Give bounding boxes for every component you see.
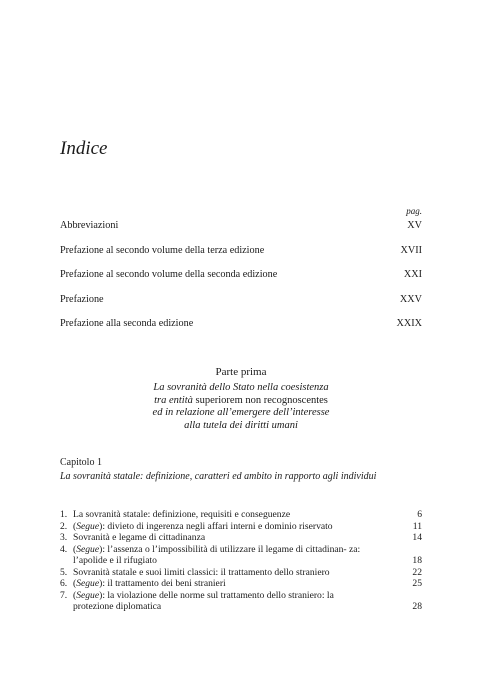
- section-number: 6.: [60, 578, 68, 589]
- front-matter-entry[interactable]: [60, 220, 422, 245]
- section-title: (Segue): l’assenza o l’impossibilità di utilizzare il legame di cittadinan- za: l’apolide e il rifugiato: [73, 543, 361, 566]
- section-page: 22: [412, 566, 422, 578]
- section-number: 4.: [60, 543, 68, 555]
- section-title: Sovranità statale e suoi limiti classici: il trattamento dello straniero: [73, 566, 330, 578]
- section-list: [60, 509, 422, 613]
- entry-label: Abbreviazioni: [60, 220, 119, 231]
- entry-page: XXV: [399, 293, 422, 305]
- part-subtitle: [60, 382, 422, 432]
- section-entry[interactable]: [60, 544, 422, 567]
- chapter-title: La sovranità statale: definizione, caratteri ed ambito in rapporto agli individui: [60, 471, 377, 482]
- part-title: Parte prima: [215, 366, 267, 378]
- section-number: 1.: [60, 509, 68, 520]
- section-page: 14: [412, 532, 422, 543]
- entry-label: Prefazione alla seconda edizione: [60, 318, 194, 329]
- section-title: La sovranità statale: definizione, requisiti e conseguenze: [73, 509, 291, 520]
- front-matter-entry[interactable]: [60, 269, 422, 294]
- part-subtitle-latin: superiorem non recognoscentes: [195, 394, 328, 406]
- section-entry[interactable]: [60, 578, 422, 590]
- section-entry[interactable]: [60, 521, 422, 533]
- section-title: (Segue): divieto di ingerenza negli affari interni e dominio riservato: [73, 520, 333, 532]
- entry-page: XXIX: [396, 318, 422, 329]
- part-subtitle-line: La sovranità dello Stato nella coesistenza: [153, 382, 329, 393]
- page-column-label: pag.: [406, 206, 422, 216]
- front-matter-entry[interactable]: [60, 318, 422, 343]
- entry-label: Prefazione: [60, 293, 104, 305]
- section-number: 7.: [60, 589, 68, 601]
- section-page: 18: [412, 555, 422, 566]
- section-entry[interactable]: [60, 567, 422, 579]
- section-page: 25: [412, 578, 422, 589]
- section-page: 6: [417, 509, 422, 520]
- page-title: Indice: [60, 138, 108, 159]
- entry-label: Prefazione al secondo volume della terza edizione: [60, 244, 265, 256]
- entry-page: XVII: [400, 244, 422, 256]
- part-subtitle-line: ed in relazione all’emergere dell’interesse: [152, 407, 330, 418]
- front-matter-entry[interactable]: [60, 245, 422, 270]
- section-title: (Segue): la violazione delle norme sul trattamento dello straniero: la protezione diplomatica: [73, 589, 334, 612]
- front-matter-entry[interactable]: [60, 294, 422, 319]
- section-page: 28: [412, 601, 422, 612]
- section-page: 11: [412, 520, 422, 532]
- part-heading: [60, 366, 422, 432]
- section-entry[interactable]: [60, 509, 422, 521]
- section-number: 2.: [60, 520, 68, 532]
- chapter-label: Capitolo 1: [60, 457, 102, 468]
- section-number: 5.: [60, 566, 68, 578]
- entry-label: Prefazione al secondo volume della seconda edizione: [60, 269, 278, 280]
- section-entry[interactable]: [60, 532, 422, 544]
- front-matter-list: [60, 220, 422, 343]
- part-subtitle-line: alla tutela dei diritti umani: [184, 419, 298, 431]
- entry-page: XV: [407, 220, 422, 231]
- section-entry[interactable]: [60, 590, 422, 613]
- entry-page: XXI: [403, 269, 422, 280]
- part-subtitle-line: tra entità: [154, 394, 196, 406]
- section-title: Sovranità e legame di cittadinanza: [73, 532, 206, 543]
- section-title: (Segue): il trattamento dei beni stranieri: [73, 578, 226, 589]
- chapter-heading: [60, 457, 422, 484]
- section-number: 3.: [60, 532, 68, 543]
